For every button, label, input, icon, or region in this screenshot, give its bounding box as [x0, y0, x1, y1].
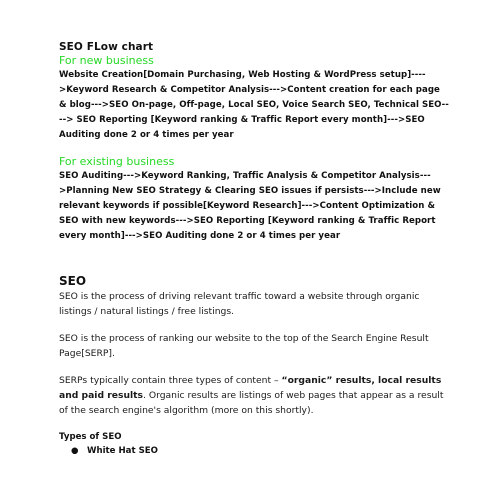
- spacer: [59, 143, 449, 155]
- existing-business-heading: For existing business: [59, 155, 175, 168]
- bullet-icon: ●: [71, 446, 79, 456]
- spacer: [59, 361, 449, 373]
- new-business-heading: For new business: [59, 54, 154, 67]
- existing-business-flow: SEO Auditing--->Keyword Ranking, Traffic Analysis & Competitor Analysis--->Planning New SEO Strategy & Clearing SEO issues if persists--->Include new relevant keywords if possible[Keyword Research]--->Content Optimization & SEO with new keywords--->SEO Reporting [Keyword ranking & Traffic Report every month]--->SEO Auditing done 2 or 4 times per year: [59, 171, 441, 241]
- serp-rest-text: . Organic results are listings of web pages that appear as a result of the search engine's algorithm (more on this shortly).: [59, 390, 444, 416]
- list-item-label: White Hat SEO: [87, 446, 158, 456]
- flowchart-title: SEO FLow chart: [59, 41, 154, 53]
- seo-heading: SEO: [59, 274, 87, 288]
- seo-ranking-paragraph: SEO is the process of ranking our website to the top of the Search Engine Result Page[SERP].: [59, 333, 429, 359]
- spacer: [59, 319, 449, 331]
- types-of-seo-list: [59, 444, 449, 458]
- list-item: [59, 444, 449, 458]
- serp-paragraph: [59, 373, 449, 418]
- serp-bold-text: “organic” results, local results and paid results: [59, 375, 442, 401]
- seo-definition-paragraph: SEO is the process of driving relevant traffic toward a website through organic listings / natural listings / free listings.: [59, 291, 420, 317]
- spacer: [59, 418, 449, 430]
- serp-lead-text: SERPs typically contain three types of content –: [59, 375, 282, 386]
- spacer: [59, 244, 449, 273]
- types-of-seo-title: Types of SEO: [59, 432, 122, 442]
- new-business-flow: Website Creation[Domain Purchasing, Web Hosting & WordPress setup]---->Keyword Research & Competitor Analysis--->Content creation for each page & blog--->SEO On-page, Off-page, Local SEO, Voice Search SEO, Technical SEO----> SEO Reporting [Keyword ranking & Traffic Report every month]--->SEO Auditing done 2 or 4 times per year: [59, 70, 449, 140]
- document-page: [59, 40, 449, 458]
